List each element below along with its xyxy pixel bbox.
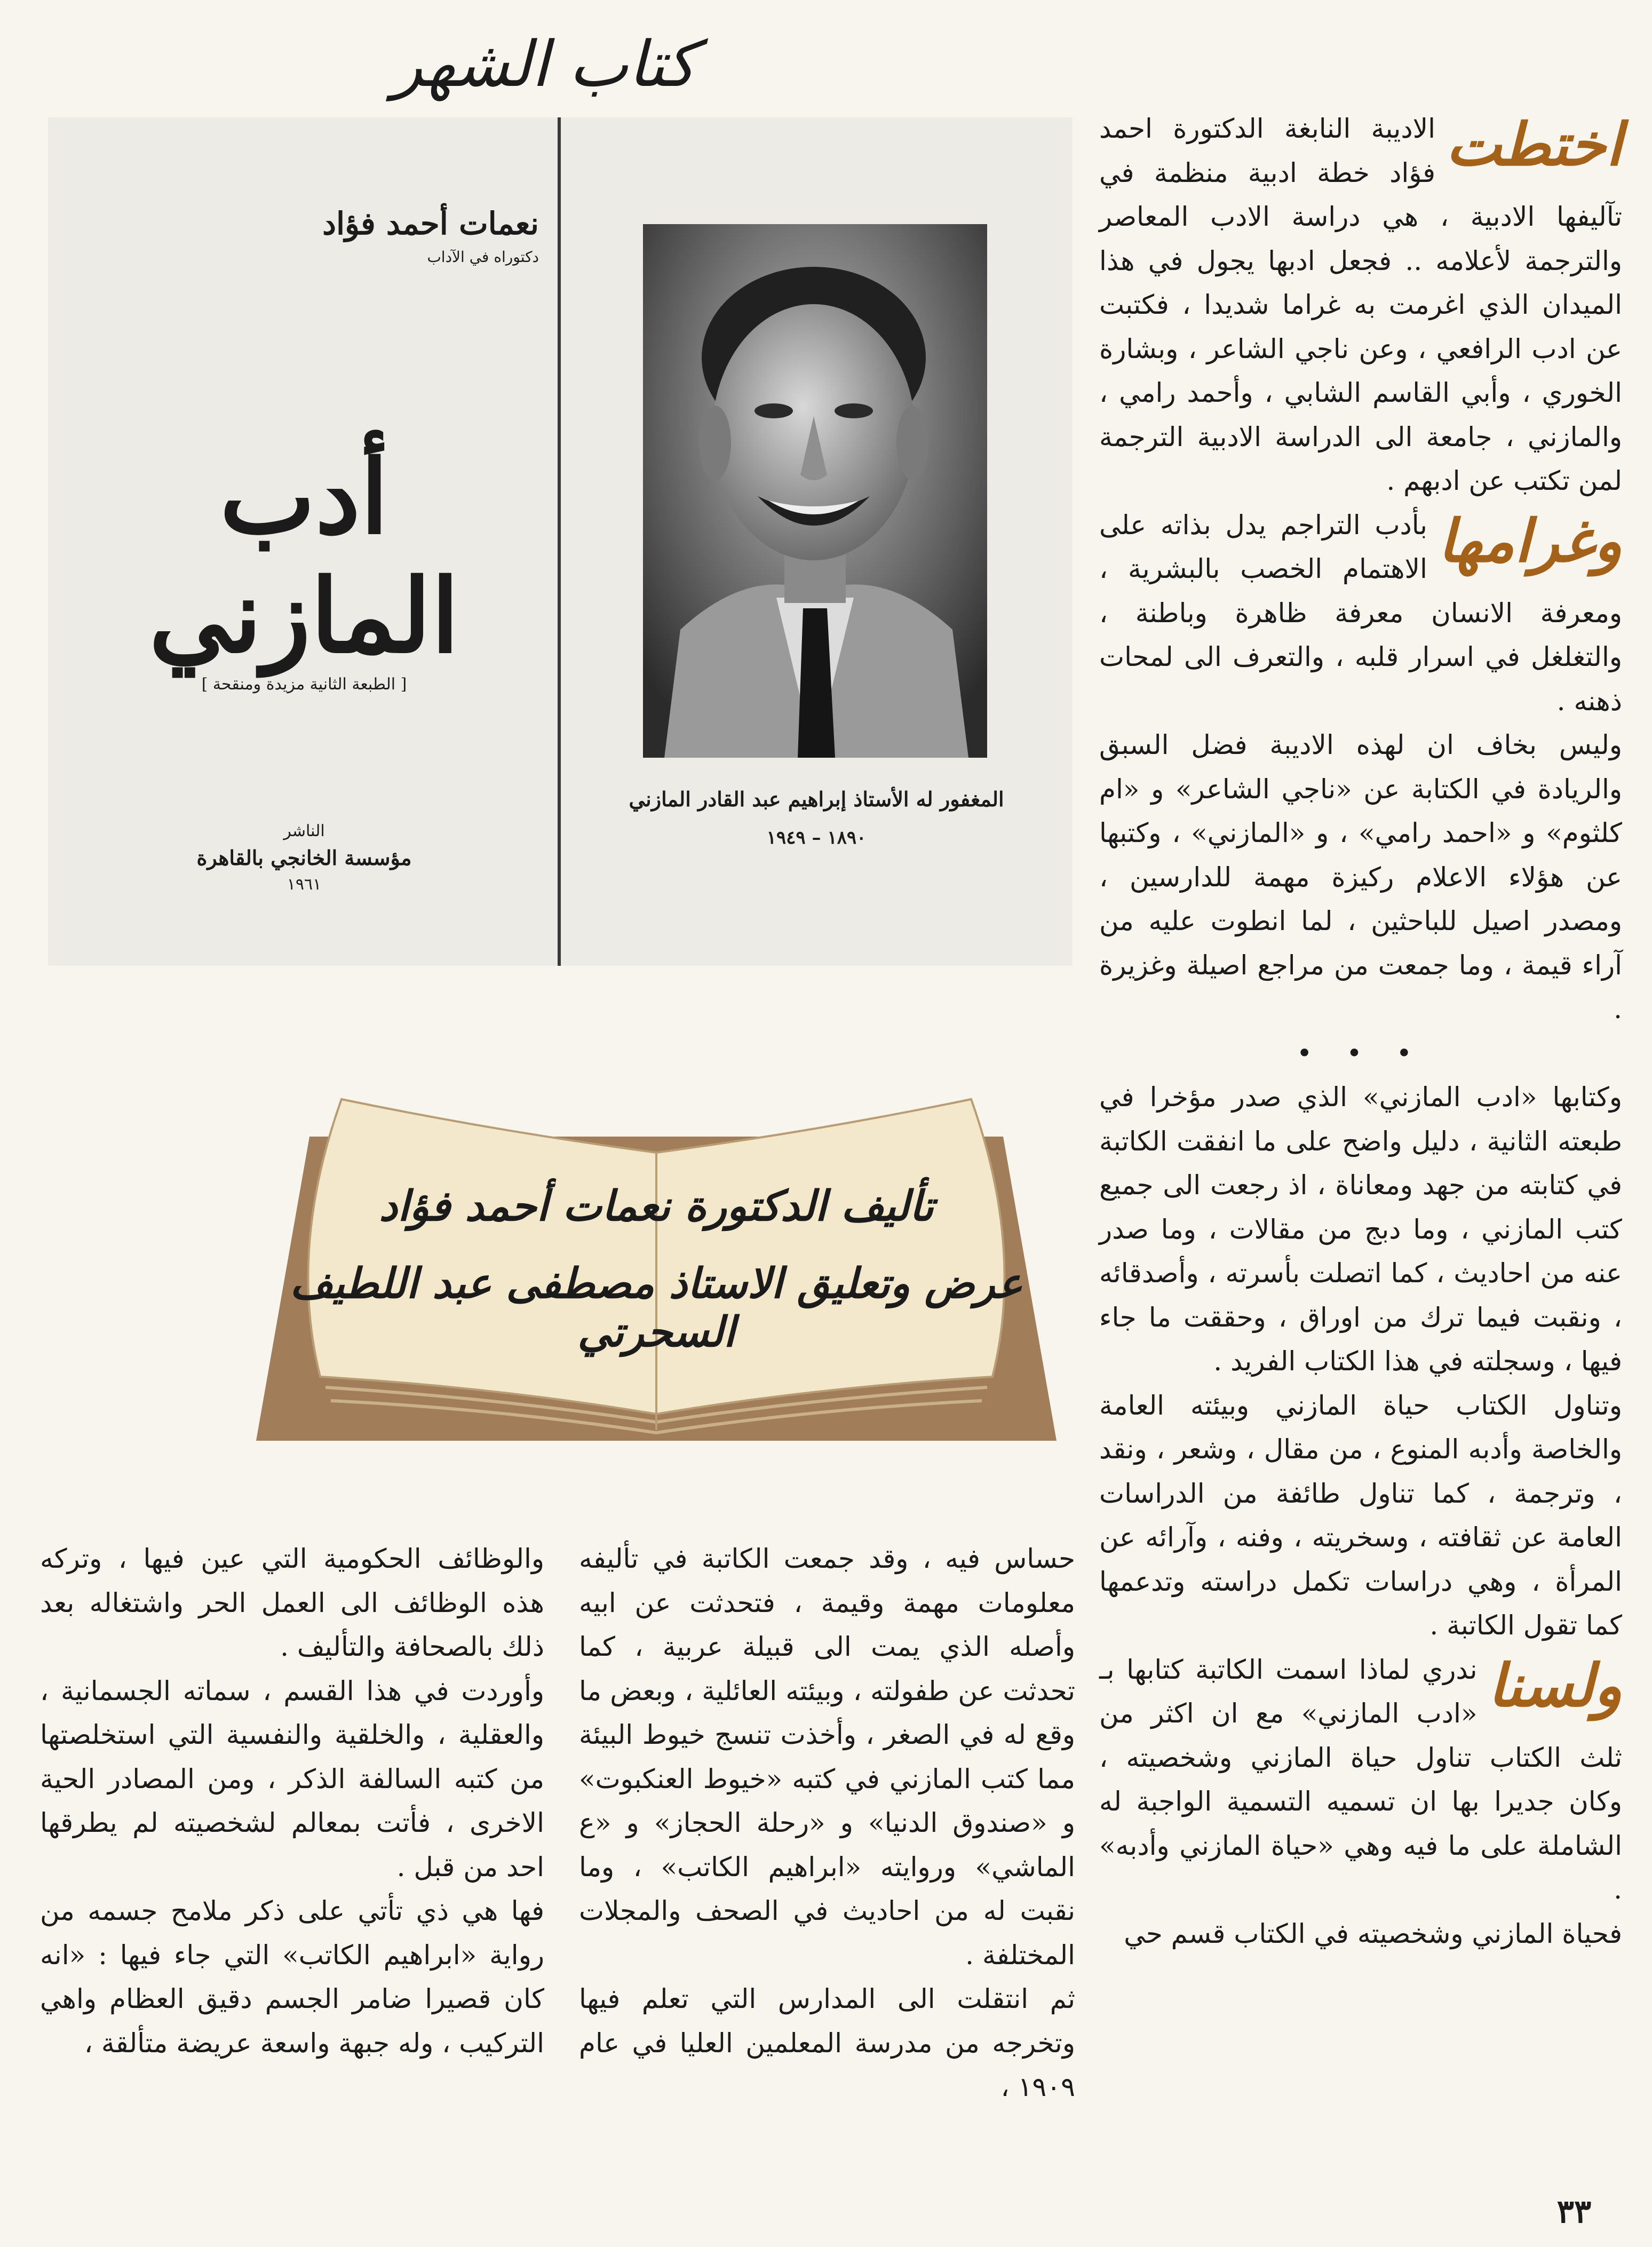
paragraph: وتناول الكتاب حياة المازني وبيئته العامة والخاصة وأدبه المنوع ، من مقال ، وشعر ، ونقد ، وترجمة ، كما تناول طائفة من الدراسات العامة عن ثقافته ، وسخريته ، وفنه ، وآرائه عن المرأة ، وهي دراسات تكمل دراسته وتدعمها كما تقول الكاتبة . (1099, 1390, 1623, 1641)
cover-degree: دكتوراه في الآداب (427, 248, 539, 266)
paragraph: فحياة المازني وشخصيته في الكتاب قسم حي (1124, 1918, 1622, 1949)
article-column-right (1099, 107, 1622, 1956)
cover-author: نعمات أحمد فؤاد (322, 205, 539, 242)
paragraph: فها هي ذي تأتي على ذكر ملامح جسمه من رواية «ابراهيم الكاتب» التي جاء فيها : «انه كان قصيرا ضامر الجسم دقيق العظام واهي التركيب ، وله جبهة واسعة عريضة متألقة ، (40, 1895, 544, 2059)
section-separator: • • • (1296, 1037, 1425, 1069)
review-author-line: عرض وتعليق الاستاذ مصطفى عبد اللطيف السحرتي (290, 1259, 1023, 1356)
drop-word: ولسنا (1488, 1650, 1622, 1720)
drop-word: اختطت (1446, 110, 1622, 179)
cover-year: ١٩٦١ (287, 875, 322, 894)
article-column-middle (579, 1537, 1075, 2109)
cover-title: أدب المازني (149, 438, 459, 676)
paragraph: وليس بخاف ان لهذه الاديبة فضل السبق والريادة في الكتابة عن «ناجي الشاعر» و «ام كلثوم» و «احمد رامي» ، و «المازني» ، وكتبها عن هؤلاء الاعلام ركيزة مهمة للدارسين ، ومصدر اصيل للباحثين ، لما انطوت عليه من آراء قيمة ، وما جمعت من مراجع اصيلة وغزيرة . (1099, 729, 1622, 1025)
paragraph: ولسنا ندري لماذا اسمت الكاتبة كتابها بـ «ادب المازني» مع ان اكثر من ثلث الكتاب تناول حياة المازني وشخصيته ، وكان جديرا بها ان تسميه التسمية الواجبة له الشاملة على ما فيه وهي «حياة المازني وأدبه» . (1099, 1650, 1622, 1905)
author-portrait-photo (643, 224, 987, 758)
book-spread-image (48, 117, 1073, 966)
portrait-caption: المغفور له الأستاذ إبراهيم عبد القادر المازني (629, 787, 1004, 811)
paragraph: والوظائف الحكومية التي عين فيها ، وتركه هذه الوظائف الى العمل الحر واشتغاله بعد ذلك بالصحافة والتأليف . (40, 1543, 544, 1662)
page-number: ٣٣ (1556, 2193, 1592, 2230)
spread-divider (558, 117, 561, 966)
paragraph: وكتابها «ادب المازني» الذي صدر مؤخرا في طبعته الثانية ، دليل واضح على ما انفقت الكاتبة في كتابته من جهد ومعاناة ، اذ رجعت الى جميع كتب المازني ، وما دبج من مقالات ، وما صدر عنه من احاديث ، كما اتصلت بأسرته ، وأصدقائه ، ونقبت فيما ترك من اوراق ، وحققت ما جاء فيها ، وسجلته في هذا الكتاب الفريد . (1099, 1082, 1623, 1377)
paragraph: وغرامها بأدب التراجم يدل بذاته على الاهتمام الخصب بالبشرية ، ومعرفة الانسان معرفة ظاهرة وباطنة ، والتغلغل في اسرار قلبه ، والتعرف الى لمحات ذهنه . (1099, 506, 1622, 717)
paragraph: ثم انتقلت الى المدارس التي تعلم فيها وتخرجه من مدرسة المعلمين العليا في عام ١٩٠٩ ، (579, 1983, 1075, 2102)
cover-publisher: مؤسسة الخانجي بالقاهرة (196, 846, 412, 870)
drop-word: وغرامها (1437, 506, 1622, 575)
book-author-line: تأليف الدكتورة نعمات أحمد فؤاد (379, 1182, 934, 1230)
cover-edition: [ الطبعة الثانية مزيدة ومنقحة ] (201, 675, 407, 694)
article-column-left (40, 1537, 544, 2065)
paragraph: حساس فيه ، وقد جمعت الكاتبة في تأليفه معلومات مهمة وقيمة ، فتحدثت عن ابيه وأصله الذي يمت الى قبيلة عربية ، كما تحدثت عن طفولته ، وبيئته العائلية ، وبعض ما وقع له في الصغر ، وأخذت تنسج خيوط البيئة مما كتب المازني في كتبه «خيوط العنكبوت» و «صندوق الدنيا» و «رحلة الحجاز» و «ع الماشي» وروايته «ابراهيم الكاتب» ، وما نقبت له من احاديث في الصحف والمجلات المختلفة . (579, 1543, 1075, 1971)
cover-publisher-label: الناشر (283, 822, 325, 840)
portrait-years: ١٨٩٠ – ١٩٤٩ (766, 827, 867, 848)
paragraph: اختطت الاديبة النابغة الدكتورة احمد فؤاد خطة ادبية منظمة في تآليفها الادبية ، هي دراسة الادب المعاصر والترجمة لأعلامه .. فجعل ادبها يجول في هذا الميدان الذي اغرمت به غراما شديدا ، فكتبت عن ادب الرافعي ، وعن ناجي الشاعر ، وبشارة الخوري ، وأبي القاسم الشابي ، وأحمد رامي ، والمازني ، جامعة الى الدراسة الادبية الترجمة لمن تكتب عن ادبهم . (1099, 110, 1622, 496)
paragraph: وأوردت في هذا القسم ، سماته الجسمانية ، والعقلية ، والخلقية والنفسية التي استخلصتها من كتبه السالفة الذكر ، ومن المصادر الحية الاخرى ، فأتت بمعالم لشخصيته لم يطرقها احد من قبل . (40, 1675, 544, 1883)
section-title: كتاب الشهر (331, 11, 758, 120)
